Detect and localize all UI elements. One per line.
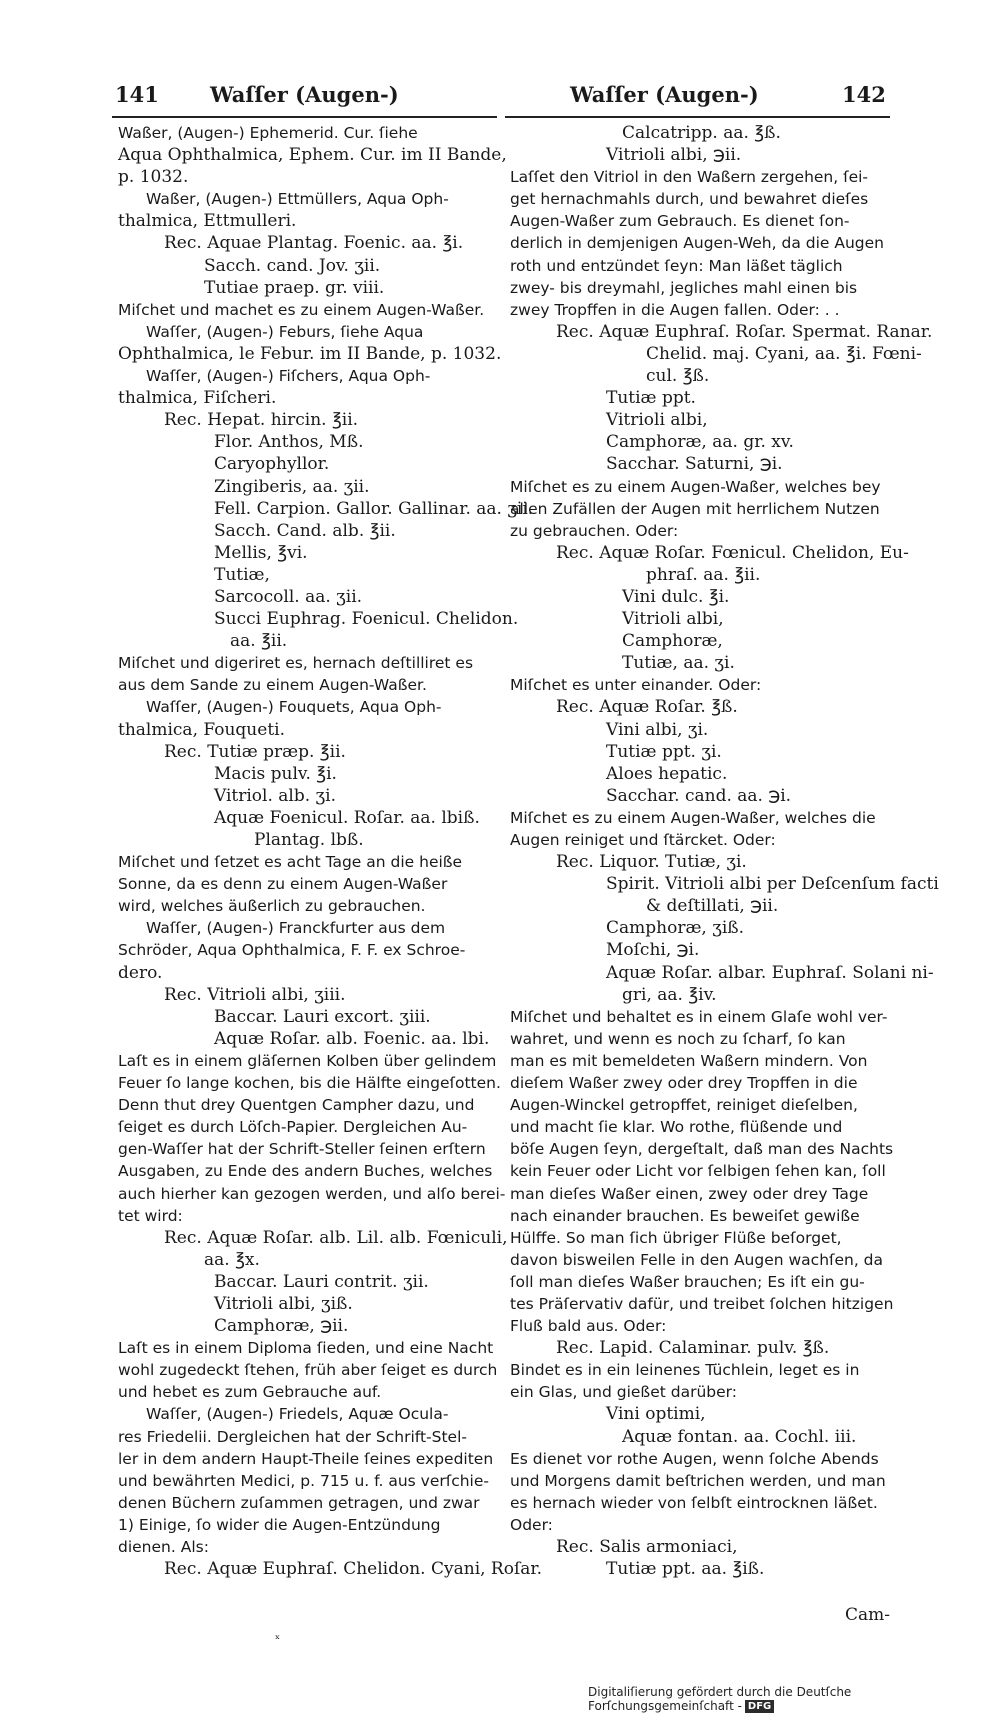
- text-line: Miſchet und digeriret es, hernach deſtilliret es: [118, 654, 474, 673]
- text-line: Flor. Anthos, Mß.: [214, 432, 364, 453]
- text-line: Laſt es in einem gläſernen Kolben über gelindem: [118, 1051, 497, 1070]
- text-line: Tutiæ, aa. ʒi.: [622, 653, 735, 674]
- text-line: aa. ℥ii.: [230, 631, 288, 652]
- text-line: Rec. Hepat. hircin. ℥ii.: [164, 410, 359, 431]
- text-line: Sarcocoll. aa. ʒii.: [214, 586, 363, 607]
- text-line: Vitrioli albi,: [606, 410, 708, 431]
- right-header-rule: [505, 116, 890, 118]
- text-line: Miſchet und ſetzet es acht Tage an die heiße: [118, 853, 463, 872]
- text-line: und hebet es zum Gebrauche auf.: [118, 1383, 382, 1402]
- text-line: man dieſes Waßer einen, zwey oder drey Tage: [510, 1184, 869, 1203]
- text-line: Augen-Waßer zum Gebrauch. Es dienet ſon-: [510, 212, 850, 231]
- right-page-number: 142: [842, 82, 886, 107]
- text-line: ſoll man dieſes Waßer brauchen; Es iſt ein gu-: [510, 1272, 865, 1291]
- text-line: Feuer ſo lange kochen, bis die Hälfte eingeſotten.: [118, 1074, 501, 1093]
- text-line: und Morgens damit beſtrichen werden, und man: [510, 1471, 886, 1490]
- text-line: Vitrioli albi, ʒiß.: [214, 1293, 353, 1314]
- text-line: Augen-Winckel getropffet, reiniget dieſelben,: [510, 1096, 858, 1115]
- text-line: Aquæ Roſar. albar. Euphraſ. Solani ni-: [606, 962, 934, 983]
- text-line: thalmica, Fiſcheri.: [118, 388, 277, 409]
- text-line: wohl zugedeckt ſtehen, früh aber ſeiget es durch: [118, 1361, 498, 1380]
- text-line: tet wird:: [118, 1206, 183, 1225]
- stray-mark: ₓ: [275, 1628, 281, 1642]
- left-header-rule: [112, 116, 497, 118]
- text-line: Vini albi, ʒi.: [606, 719, 709, 740]
- text-line: Rec. Aquæ Euphraſ. Roſar. Spermat. Ranar.: [556, 321, 933, 342]
- text-line: roth und entzündet ſeyn: Man läßet täglich: [510, 256, 843, 275]
- text-line: Waſſer, (Augen-) Franckfurter aus dem: [146, 919, 446, 938]
- text-line: Succi Euphrag. Foenicul. Chelidon.: [214, 609, 519, 630]
- text-line: Sonne, da es denn zu einem Augen-Waßer: [118, 875, 448, 894]
- text-line: Sacchar. Saturni, ℈i.: [606, 454, 783, 475]
- text-line: und bewährten Medici, p. 715 u. f. aus verſchie-: [118, 1471, 489, 1490]
- text-line: es hernach wieder von ſelbſt eintrocknen läßet.: [510, 1493, 878, 1512]
- text-line: Oder:: [510, 1515, 553, 1534]
- right-running-title: Waſſer (Augen-): [570, 82, 759, 107]
- text-line: Waßer, (Augen-) Ephemerid. Cur. ſiehe: [118, 124, 418, 142]
- text-line: tes Präſervativ dafür, und treibet ſolchen hitzigen: [510, 1294, 894, 1313]
- text-line: Aquæ Foenicul. Roſar. aa. lbiß.: [214, 807, 480, 828]
- text-line: allen Zufällen der Augen mit herrlichem Nutzen: [510, 499, 880, 518]
- text-line: und macht ſie klar. Wo rothe, flüßende und: [510, 1118, 843, 1137]
- text-line: Tutiæ ppt. aa. ℥iß.: [606, 1559, 765, 1580]
- text-line: Rec. Aquæ Roſar. alb. Lil. alb. Fœniculi,: [164, 1227, 508, 1248]
- text-line: Chelid. maj. Cyani, aa. ℥i. Fœni-: [646, 343, 922, 364]
- text-line: ler in dem andern Haupt-Theile ſeines expediten: [118, 1449, 494, 1468]
- catchword: Cam-: [845, 1605, 891, 1625]
- text-line: p. 1032.: [118, 167, 189, 188]
- text-line: wird, welches äußerlich zu gebrauchen.: [118, 897, 426, 916]
- text-line: res Friedelii. Dergleichen hat der Schrift-Stel-: [118, 1427, 467, 1446]
- text-line: Augen reiniget und ſtärcket. Oder:: [510, 831, 776, 849]
- text-line: Camphoræ, ʒiß.: [606, 918, 745, 939]
- text-line: Camphoræ,: [622, 631, 723, 652]
- text-line: Aquæ fontan. aa. Cochl. iii.: [622, 1426, 857, 1447]
- text-line: Baccar. Lauri contrit. ʒii.: [214, 1271, 429, 1292]
- text-line: Laſt es in einem Diploma ſieden, und eine Nacht: [118, 1339, 494, 1358]
- text-line: Ausgaben, zu Ende des andern Buches, welches: [118, 1162, 493, 1181]
- text-line: cul. ℥ß.: [646, 366, 710, 387]
- text-line: Vitrioli albi, ℈ii.: [606, 145, 742, 166]
- text-line: Moſchi, ℈i.: [606, 940, 700, 961]
- text-line: Vini optimi,: [606, 1404, 706, 1425]
- text-line: Sacch. cand. Jov. ʒii.: [204, 255, 381, 276]
- text-line: Hülffe. So man ſich übriger Flüße beſorget,: [510, 1228, 842, 1247]
- text-line: Es dienet vor rothe Augen, wenn ſolche Abends: [510, 1449, 879, 1468]
- text-line: davon bisweilen Felle in den Augen wachſen, da: [510, 1250, 884, 1269]
- text-line: phraſ. aa. ℥ii.: [646, 564, 761, 585]
- text-line: Rec. Aquæ Roſar. Fœnicul. Chelidon, Eu-: [556, 542, 909, 563]
- footer-text: Digitaliſierung gefördert durch die Deutſche Forſchungsgemeinſchaft -: [588, 1685, 852, 1713]
- text-line: Rec. Aquae Plantag. Foenic. aa. ℥i.: [164, 233, 464, 254]
- text-line: Laſſet den Vitriol in den Waßern zergehen, ſei-: [510, 168, 868, 187]
- text-line: Waſſer, (Augen-) Fiſchers, Aqua Oph-: [146, 367, 431, 386]
- text-line: Plantag. lbß.: [254, 830, 364, 850]
- text-line: get hernachmahls durch, und bewahret dieſes: [510, 190, 869, 209]
- text-line: Aqua Ophthalmica, Ephem. Cur. im II Bande,: [118, 145, 507, 166]
- text-line: denen Büchern zuſammen getragen, und zwar: [118, 1493, 480, 1512]
- text-line: Rec. Vitrioli albi, ʒiii.: [164, 984, 346, 1005]
- text-line: Bindet es in ein leinenes Tüchlein, leget es in: [510, 1361, 860, 1380]
- text-line: Vini dulc. ℥i.: [622, 586, 730, 607]
- text-line: Sacchar. cand. aa. ℈i.: [606, 785, 792, 806]
- text-line: Tutiæ ppt. ʒi.: [606, 741, 722, 762]
- text-line: Rec. Aquæ Roſar. ℥ß.: [556, 697, 738, 718]
- text-line: zu gebrauchen. Oder:: [510, 521, 679, 540]
- digitization-footer: [588, 1685, 1000, 1713]
- text-line: dero.: [118, 962, 163, 983]
- text-line: nach einander brauchen. Es beweiſet gewiße: [510, 1206, 860, 1225]
- text-line: Rec. Salis armoniaci,: [556, 1537, 738, 1557]
- text-line: Waßer, (Augen-) Ettmüllers, Aqua Oph-: [146, 190, 449, 209]
- text-line: thalmica, Fouqueti.: [118, 719, 285, 740]
- text-line: Schröder, Aqua Ophthalmica, F. F. ex Schroe-: [118, 941, 466, 960]
- text-line: Waſſer, (Augen-) Feburs, ſiehe Aqua: [146, 322, 424, 341]
- text-line: Miſchet es zu einem Augen-Waßer, welches bey: [510, 477, 881, 496]
- text-line: Waſſer, (Augen-) Friedels, Aquæ Ocula-: [146, 1405, 449, 1424]
- text-line: Tutiæ,: [214, 564, 270, 585]
- right-column: [510, 122, 939, 1580]
- text-line: Camphoræ, aa. gr. xv.: [606, 432, 794, 453]
- text-line: dieſem Waßer zwey oder drey Tropffen in die: [510, 1074, 858, 1093]
- text-line: aus dem Sande zu einem Augen-Waßer.: [118, 676, 427, 695]
- text-line: ein Glas, und gießet darüber:: [510, 1383, 737, 1402]
- text-line: dienen. Als:: [118, 1538, 209, 1556]
- text-line: gri, aa. ℥iv.: [622, 984, 717, 1005]
- text-line: Miſchet es unter einander. Oder:: [510, 676, 762, 695]
- text-line: man es mit bemeldeten Waßern mindern. Von: [510, 1051, 868, 1070]
- text-line: Rec. Aquæ Euphraſ. Chelidon. Cyani, Roſar.: [164, 1559, 543, 1580]
- text-line: Waſſer, (Augen-) Fouquets, Aqua Oph-: [146, 698, 442, 717]
- text-line: Macis pulv. ℥i.: [214, 763, 337, 784]
- left-page-number: 141: [115, 82, 159, 107]
- text-line: Miſchet und machet es zu einem Augen-Waßer.: [118, 300, 485, 319]
- text-line: Ophthalmica, le Febur. im II Bande, p. 1032.: [118, 343, 502, 364]
- text-line: Rec. Liquor. Tutiæ, ʒi.: [556, 852, 747, 873]
- text-line: gen-Waſſer hat der Schrift-Steller ſeinen erſtern: [118, 1140, 486, 1159]
- text-line: 1) Einige, ſo wider die Augen-Entzündung: [118, 1515, 441, 1534]
- text-line: Tutiae praep. gr. viii.: [204, 277, 385, 298]
- text-line: Caryophyllor.: [214, 454, 330, 475]
- text-line: Denn thut drey Quentgen Campher dazu, und: [118, 1096, 475, 1115]
- text-line: Miſchet und behaltet es in einem Glaſe wohl ver-: [510, 1007, 888, 1026]
- text-line: Tutiæ ppt.: [606, 388, 696, 409]
- dfg-logo: DFG: [745, 1700, 774, 1713]
- text-line: thalmica, Ettmulleri.: [118, 211, 297, 232]
- text-line: Rec. Lapid. Calaminar. pulv. ℥ß.: [556, 1338, 830, 1359]
- text-line: & deſtillati, ℈ii.: [646, 896, 779, 917]
- text-line: Miſchet es zu einem Augen-Waßer, welches die: [510, 808, 876, 827]
- text-line: wahret, und wenn es noch zu ſcharf, ſo kan: [510, 1029, 846, 1048]
- text-line: Sacch. Cand. alb. ℥ii.: [214, 520, 396, 541]
- text-line: Spirit. Vitrioli albi per Deſcenſum facti: [606, 874, 939, 895]
- left-running-title: Waſſer (Augen-): [210, 82, 399, 107]
- text-line: zwey- bis dreymahl, jegliches mahl einen bis: [510, 278, 858, 297]
- text-line: Rec. Tutiæ præp. ℥ii.: [164, 741, 346, 762]
- text-line: derlich in demjenigen Augen-Weh, da die Augen: [510, 234, 884, 253]
- text-line: Mellis, ℥vi.: [214, 542, 308, 563]
- text-line: Zingiberis, aa. ʒii.: [214, 476, 370, 497]
- text-line: Calcatripp. aa. ℥ß.: [622, 123, 781, 143]
- text-line: Aloes hepatic.: [606, 763, 728, 784]
- text-line: Camphoræ, ℈ii.: [214, 1316, 349, 1337]
- text-line: böſe Augen ſeyn, dergeſtalt, daß man des Nachts: [510, 1140, 894, 1159]
- text-line: Aquæ Roſar. alb. Foenic. aa. lbi.: [214, 1028, 490, 1049]
- text-line: aa. ℥x.: [204, 1249, 260, 1270]
- text-line: auch hierher kan gezogen werden, und alſo berei-: [118, 1184, 506, 1203]
- text-line: kein Feuer oder Licht vor ſelbigen ſehen kan, ſoll: [510, 1162, 886, 1181]
- text-line: Fell. Carpion. Gallor. Gallinar. aa. ʒii.: [214, 498, 534, 519]
- text-line: Fluß bald aus. Oder:: [510, 1317, 667, 1336]
- text-line: ſeiget es durch Löſch-Papier. Dergleichen Au-: [118, 1118, 468, 1137]
- text-line: Vitriol. alb. ʒi.: [214, 785, 336, 806]
- text-line: Vitrioli albi,: [622, 609, 724, 630]
- text-line: Baccar. Lauri excort. ʒiii.: [214, 1006, 431, 1027]
- text-line: zwey Tropffen in die Augen fallen. Oder: . .: [510, 300, 840, 319]
